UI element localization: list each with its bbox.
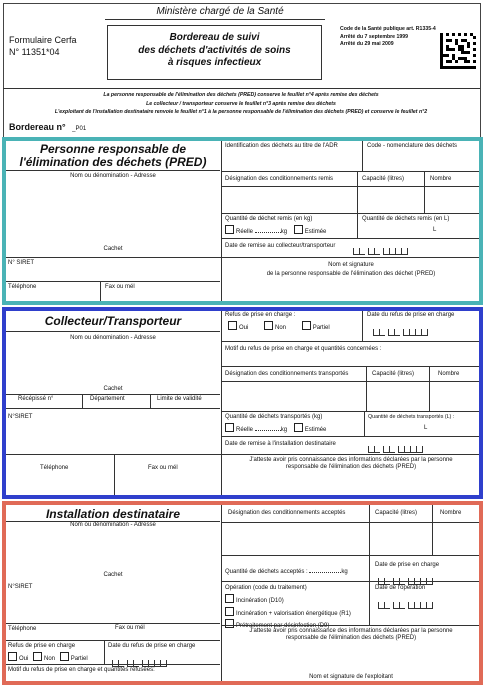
- installation-refusal-label: Refus de prise en charge: [8, 643, 76, 649]
- collector-packaging-label: Désignation des conditionnements transportés: [225, 371, 349, 377]
- pred-handover-date-label: Date de remise au collecteur/transporteur: [225, 243, 336, 249]
- installation-qty-accepted[interactable]: [225, 566, 348, 576]
- collector-number-label: Nombre: [438, 371, 460, 377]
- legal-ref-2: Arrêté du 7 septembre 1999: [340, 33, 409, 40]
- instructions: [6, 91, 476, 117]
- collector-real-checkbox[interactable]: [225, 423, 234, 432]
- instruction-1: La personne responsable de l'élimination des déchets (PRED) conserve le feuillet n°4 après remise des déchets: [103, 92, 379, 98]
- collector-fax-label[interactable]: Fax ou mél: [148, 465, 178, 471]
- pred-adr-id-label[interactable]: Identification des déchets au titre de l'ADR: [225, 143, 338, 149]
- title-line-1: Bordereau de suivi: [169, 32, 260, 43]
- installation-op3-checkbox[interactable]: [225, 619, 234, 628]
- pred-code-nomenclature-label[interactable]: Code - nomenclature des déchets: [367, 143, 458, 149]
- pred-qty-l-unit[interactable]: L: [433, 227, 437, 233]
- collector-handover-date-field[interactable]: [368, 440, 423, 458]
- pred-title-line-2: l'élimination des déchets (PRED): [19, 155, 207, 170]
- installation-signature-label[interactable]: Nom et signature de l'exploitant: [309, 674, 393, 680]
- collector-kg-unit: kg: [280, 427, 288, 433]
- ministry-title: Ministère chargé de la Santé: [156, 6, 284, 17]
- installation-packaging-label: Désignation des conditionnements acceptés: [228, 510, 346, 516]
- title-line-2: des déchets d'activités de soins: [138, 44, 291, 56]
- pred-title: [6, 143, 220, 169]
- collector-title: Collecteur/Transporteur: [44, 314, 182, 328]
- installation-yes-label: Oui: [19, 656, 29, 662]
- installation-operation-options[interactable]: [225, 594, 351, 632]
- bordereau-label: Bordereau n°: [9, 122, 66, 132]
- collector-attestation[interactable]: [222, 457, 480, 471]
- installation-attestation[interactable]: [222, 628, 480, 642]
- collector-partial-label: Partiel: [312, 325, 330, 331]
- installation-op1-label: Incinération (D10): [236, 598, 284, 604]
- pred-qty-kg-label: Quantité de déchet remis (en kg): [225, 216, 313, 222]
- pred-kg-unit: kg: [280, 229, 288, 235]
- installation-refusal-yes-checkbox[interactable]: [8, 652, 17, 661]
- pred-real-label: Réelle: [236, 229, 254, 235]
- installation-pickup-date-label: Date de prise en charge: [375, 562, 440, 568]
- pred-number-label: Nombre: [430, 176, 452, 182]
- installation-operation-date-label: Date de l'opération: [375, 585, 426, 591]
- pred-qty-l-label: Quantité de déchets remis (en L): [362, 216, 450, 222]
- collector-refusal-no-checkbox[interactable]: [264, 321, 273, 330]
- installation-partial-label: Partiel: [70, 656, 88, 662]
- bordereau-value: _P01: [72, 126, 87, 132]
- collector-department-label[interactable]: Département: [90, 396, 125, 402]
- legal-references: [340, 26, 440, 49]
- installation-title: Installation destinataire: [45, 507, 181, 521]
- collector-refusal-reason-label[interactable]: Motif du refus de prise en charge et quantités concernées :: [225, 346, 382, 352]
- collector-refusal-date-label: Date du refus de prise en charge: [367, 312, 455, 318]
- installation-refusal-reason-label[interactable]: Motif du refus de prise en charge et quantités refusées:: [8, 667, 155, 673]
- installation-siret-label[interactable]: N°SIRET: [8, 584, 33, 590]
- collector-refusal-date-field[interactable]: [373, 323, 428, 341]
- installation-operation-date-field[interactable]: [378, 596, 433, 614]
- form-line-1: Formulaire Cerfa: [9, 35, 77, 45]
- collector-attest-line-1: J'atteste avoir pris connaissance des informations déclarées par la personne: [249, 457, 453, 463]
- installation-name-address-label[interactable]: Nom ou dénomination - Adresse: [70, 522, 156, 528]
- collector-qty-kg-options[interactable]: [225, 423, 326, 434]
- form-line-2: N° 11351*04: [9, 47, 60, 58]
- pred-signature-label[interactable]: [222, 261, 480, 279]
- pred-estimated-label: Estimée: [304, 229, 327, 235]
- form-id: [9, 34, 77, 58]
- installation-op3-label: Prétraitement par désinfection (D9): [236, 623, 330, 630]
- collector-capacity-label: Capacité (litres): [372, 371, 415, 377]
- installation-fax-label[interactable]: Fax ou mél: [115, 625, 145, 631]
- installation-operation-label: Opération (code du traitement): [225, 585, 307, 591]
- pred-telephone-label[interactable]: Téléphone: [8, 284, 37, 290]
- collector-real-label: Réelle: [236, 427, 254, 433]
- installation-qty-accepted-label: Quantité de déchets acceptés :: [225, 569, 308, 575]
- installation-kg-unit: kg: [341, 569, 348, 575]
- installation-attest-line-2: responsable de l'élimination des déchets (PRED): [285, 634, 417, 641]
- collector-receipt-label[interactable]: Récépissé n°: [18, 396, 54, 402]
- installation-refusal-date-label: Date du refus de prise en charge: [108, 643, 196, 649]
- collector-cachet-label: Cachet: [103, 386, 123, 392]
- installation-refusal-no-checkbox[interactable]: [33, 652, 42, 661]
- datamatrix-code: [440, 33, 476, 69]
- pred-siret-label[interactable]: N° SIRET: [8, 260, 35, 266]
- installation-telephone-label[interactable]: Téléphone: [8, 626, 37, 632]
- collector-attest-line-2: responsable de l'élimination des déchets (PRED): [285, 463, 417, 470]
- installation-refusal-partial-checkbox[interactable]: [60, 652, 69, 661]
- installation-refusal-options[interactable]: [8, 652, 88, 663]
- pred-packaging-label: Désignation des conditionnements remis: [225, 176, 334, 182]
- installation-number-label: Nombre: [440, 510, 462, 516]
- collector-no-label: Non: [275, 325, 287, 331]
- collector-qty-kg-label: Quantité de déchets transportés (kg): [225, 414, 323, 420]
- collector-name-address-label[interactable]: Nom ou dénomination - Adresse: [70, 335, 156, 341]
- installation-op-1[interactable]: [225, 594, 351, 607]
- pred-name-address-label[interactable]: Nom ou dénomination - Adresse: [70, 173, 156, 179]
- pred-title-line-1: Personne responsable de: [39, 142, 187, 156]
- pred-signature-line-2: de la personne responsable de l'élimination des déchet (PRED): [266, 271, 436, 277]
- collector-refusal-partial-checkbox[interactable]: [302, 321, 311, 330]
- pred-cachet-label: Cachet: [103, 246, 123, 252]
- pred-signature-line-1: Nom et signature: [328, 262, 374, 268]
- pred-real-checkbox[interactable]: [225, 225, 234, 234]
- installation-op2-checkbox[interactable]: [225, 607, 234, 616]
- collector-qty-l-label: Quantité de déchets transportés (L) :: [368, 414, 455, 420]
- title-line-3: à risques infectieux: [167, 57, 262, 68]
- pred-fax-label[interactable]: Fax ou mél: [105, 284, 135, 290]
- pred-qty-kg-options[interactable]: [225, 225, 326, 236]
- pred-estimated-checkbox[interactable]: [294, 225, 303, 234]
- collector-qty-l-unit[interactable]: L: [424, 425, 428, 431]
- installation-attest-line-1: J'atteste avoir pris connaissance des informations déclarées par la personne: [249, 628, 453, 634]
- document-title: [107, 25, 322, 80]
- installation-op2-label: Incinération + valorisation énergétique (R1): [236, 610, 351, 617]
- collector-validity-label[interactable]: Limite de validité: [157, 396, 202, 402]
- collector-siret-label[interactable]: N°SIRET: [8, 414, 33, 420]
- collector-telephone-label[interactable]: Téléphone: [40, 465, 69, 471]
- instruction-2: Le collecteur / transporteur conserve le feuillet n°3 après remise des déchets: [146, 100, 336, 107]
- instruction-3: L'exploitant de l'installation destinataire renvoie le feuillet n°1 à la personne responsable de l'élimination des déchets (PRED) et conserve le feuillet n°2: [54, 109, 428, 116]
- legal-ref-3: Arrêté du 29 mai 2009: [340, 41, 394, 48]
- collector-estimated-label: Estimée: [304, 427, 327, 433]
- bordereau-number[interactable]: [9, 122, 86, 132]
- pred-handover-date-field[interactable]: [353, 242, 408, 260]
- collector-refusal-options[interactable]: [228, 321, 330, 332]
- installation-capacity-label: Capacité (litres): [375, 510, 418, 516]
- legal-ref-1: Code de la Santé publique art. R1335-4: [340, 26, 436, 32]
- collector-yes-label: Oui: [239, 325, 249, 331]
- collector-refusal-yes-checkbox[interactable]: [228, 321, 237, 330]
- installation-cachet-label: Cachet: [103, 572, 123, 578]
- pred-capacity-label: Capacité (litres): [362, 176, 405, 182]
- collector-refusal-label: Refus de prise en charge :: [225, 312, 296, 318]
- collector-estimated-checkbox[interactable]: [294, 423, 303, 432]
- collector-handover-date-label: Date de remise à l'installation destinataire: [225, 441, 336, 447]
- installation-op1-checkbox[interactable]: [225, 594, 234, 603]
- installation-op-2[interactable]: [225, 607, 351, 620]
- installation-no-label: Non: [44, 656, 56, 662]
